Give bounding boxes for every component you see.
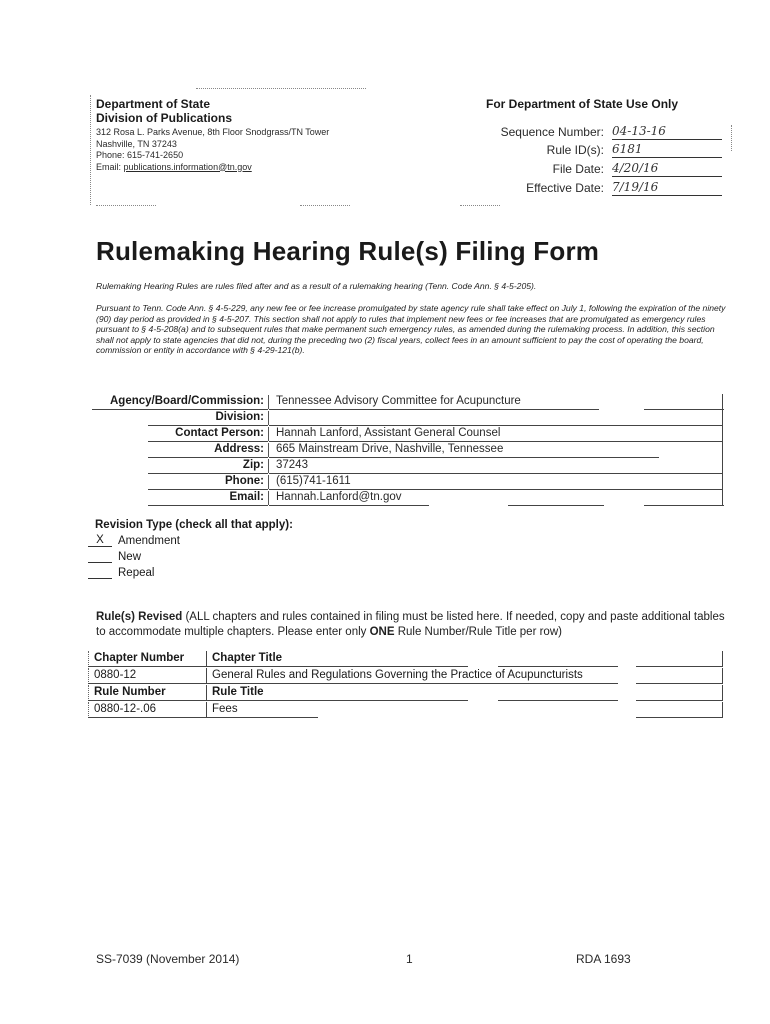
department-email-link[interactable]: publications.information@tn.gov bbox=[123, 161, 252, 172]
scan-line-bottom bbox=[96, 205, 156, 206]
department-email-row bbox=[96, 162, 329, 174]
table-right-border bbox=[722, 651, 723, 667]
chapter-number-header: Chapter Number bbox=[94, 652, 185, 664]
rule-header-row bbox=[88, 685, 724, 701]
new-label: New bbox=[118, 551, 142, 563]
rules-table bbox=[88, 651, 724, 719]
row-border bbox=[722, 474, 723, 490]
office-use-title: For Department of State Use Only bbox=[486, 97, 679, 111]
chapter-title-header: Chapter Title bbox=[212, 652, 283, 664]
rule-title-header: Rule Title bbox=[212, 686, 264, 698]
revision-option-new[interactable] bbox=[88, 550, 141, 564]
form-subtitle: Rulemaking Hearing Rules are rules filed after and as a result of a rulemaking hearing (Tenn. Code Ann. § 4-5-205). bbox=[96, 281, 537, 291]
file-date-row bbox=[440, 161, 730, 179]
page-number: 1 bbox=[406, 952, 413, 966]
table-left-border bbox=[88, 702, 89, 718]
address-line-2: Nashville, TN 37243 bbox=[96, 138, 177, 149]
row-underline bbox=[88, 700, 468, 701]
agency-value[interactable]: Tennessee Advisory Committee for Acupuncture bbox=[276, 395, 521, 407]
row-border bbox=[722, 394, 723, 410]
amendment-checkbox[interactable]: X bbox=[88, 534, 112, 547]
table-left-border bbox=[88, 685, 89, 701]
contact-person-row bbox=[88, 426, 724, 442]
repeal-checkbox[interactable] bbox=[88, 566, 112, 579]
row-underline bbox=[88, 683, 618, 684]
rule-id-label: Rule ID(s): bbox=[546, 143, 604, 157]
file-date-label: File Date: bbox=[552, 162, 604, 176]
chapter-data-row bbox=[88, 668, 724, 684]
email-value[interactable]: Hannah.Lanford@tn.gov bbox=[276, 491, 402, 503]
row-underline bbox=[498, 666, 618, 667]
new-checkbox[interactable] bbox=[88, 550, 112, 563]
row-underline bbox=[498, 700, 618, 701]
agency-contact-table bbox=[88, 394, 724, 506]
scan-line-top bbox=[196, 88, 366, 89]
revision-type-title: Revision Type (check all that apply): bbox=[95, 519, 293, 531]
column-divider bbox=[206, 668, 207, 684]
table-right-border bbox=[722, 702, 723, 718]
revision-option-repeal[interactable] bbox=[88, 566, 154, 580]
chapter-number-value[interactable]: 0880-12 bbox=[94, 669, 137, 681]
rules-intro-text-1: (ALL chapters and rules contained in filing must be listed here. If needed, copy and paste additional tables to accommodate multiple chapters. Please enter only bbox=[96, 611, 725, 638]
division-name: Division of Publications bbox=[96, 111, 233, 125]
row-underline bbox=[636, 700, 722, 701]
fee-notice-paragraph: Pursuant to Tenn. Code Ann. § 4-5-229, any new fee or fee increase promulgated by state agency rule shall take effect on July 1, following the expiration of the ninety (90) day period as provided in § 4-5-207. This section shall not apply to rules that implement new fees or fee increases that are promulgated as emergency rules pursuant to § 4-5-208(a) and to subsequent rules that make permanent such emergency rules, as amended during the rulemaking process. In addition, this section shall not apply to state agencies that did not, during the preceding two (2) fiscal years, collect fees in an amount sufficient to pay the cost of operating the board, commission or entity in accordance with § 4-29-121(b). bbox=[96, 303, 726, 356]
zip-value[interactable]: 37243 bbox=[276, 459, 308, 471]
row-border bbox=[722, 458, 723, 474]
row-underline bbox=[88, 666, 468, 667]
row-underline bbox=[644, 505, 724, 506]
table-right-border bbox=[722, 685, 723, 701]
row-separator bbox=[268, 459, 269, 473]
table-left-border bbox=[88, 668, 89, 684]
repeal-label: Repeal bbox=[118, 567, 155, 579]
row-separator bbox=[268, 475, 269, 489]
rules-intro-emphasis: ONE bbox=[369, 626, 395, 638]
phone-value[interactable]: (615)741-1611 bbox=[276, 475, 351, 487]
revision-option-amendment[interactable] bbox=[88, 534, 180, 548]
rule-number-value[interactable]: 0880-12-.06 bbox=[94, 703, 157, 715]
effective-date-label: Effective Date: bbox=[526, 181, 604, 195]
column-divider bbox=[206, 651, 207, 667]
division-label: Division: bbox=[215, 411, 264, 423]
contact-person-label: Contact Person: bbox=[175, 427, 264, 439]
row-underline bbox=[636, 717, 722, 718]
row-border bbox=[722, 410, 723, 426]
division-row bbox=[88, 410, 724, 426]
row-separator bbox=[268, 443, 269, 457]
row-underline bbox=[636, 683, 722, 684]
scan-line-bottom-2 bbox=[300, 205, 350, 206]
column-divider bbox=[206, 685, 207, 701]
effective-date-row bbox=[440, 180, 730, 198]
sequence-number-value: 04-13-16 bbox=[612, 124, 722, 140]
address-line-1: 312 Rosa L. Parks Avenue, 8th Floor Snodgrass/TN Tower bbox=[96, 127, 330, 137]
address-value[interactable]: 665 Mainstream Drive, Nashville, Tennessee bbox=[276, 443, 504, 455]
department-name: Department of State bbox=[96, 97, 211, 111]
rule-data-row bbox=[88, 702, 724, 718]
row-underline bbox=[148, 505, 268, 506]
email-prefix: Email: bbox=[96, 161, 124, 172]
contact-person-value[interactable]: Hannah Lanford, Assistant General Counsel bbox=[276, 427, 501, 439]
row-border bbox=[722, 490, 723, 506]
zip-row bbox=[88, 458, 724, 474]
row-underline bbox=[269, 505, 429, 506]
chapter-header-row bbox=[88, 651, 724, 667]
email-row bbox=[88, 490, 724, 506]
scan-line-bottom-3 bbox=[460, 205, 500, 206]
table-left-border bbox=[88, 651, 89, 667]
effective-date-value: 7/19/16 bbox=[612, 180, 722, 196]
scan-line-left bbox=[90, 95, 91, 205]
rules-intro-text-2: Rule Number/Rule Title per row) bbox=[394, 626, 562, 638]
row-separator bbox=[268, 491, 269, 505]
form-title: Rulemaking Hearing Rule(s) Filing Form bbox=[96, 236, 600, 266]
sequence-number-label: Sequence Number: bbox=[500, 125, 604, 139]
rule-id-row bbox=[440, 142, 730, 160]
form-id: SS-7039 (November 2014) bbox=[96, 952, 240, 966]
row-underline bbox=[636, 666, 722, 667]
agency-label: Agency/Board/Commission: bbox=[110, 395, 264, 407]
row-separator bbox=[268, 395, 269, 409]
department-address bbox=[96, 127, 329, 173]
rule-title-value[interactable]: Fees bbox=[212, 703, 238, 715]
rules-revised-heading: Rule(s) Revised bbox=[96, 611, 183, 623]
phone-row bbox=[88, 474, 724, 490]
chapter-title-value[interactable]: General Rules and Regulations Governing the Practice of Acupuncturists bbox=[212, 669, 583, 681]
rule-id-value: 6181 bbox=[612, 142, 722, 158]
column-divider bbox=[206, 702, 207, 718]
department-phone: Phone: 615-741-2650 bbox=[96, 150, 184, 160]
row-underline bbox=[508, 505, 604, 506]
rule-number-header: Rule Number bbox=[94, 686, 166, 698]
scan-line-right bbox=[731, 125, 732, 151]
table-right-border bbox=[722, 668, 723, 684]
department-block bbox=[96, 97, 232, 125]
row-border bbox=[722, 426, 723, 442]
rules-revised-intro bbox=[96, 610, 732, 640]
zip-label: Zip: bbox=[242, 459, 264, 471]
row-separator bbox=[268, 427, 269, 441]
row-underline bbox=[88, 717, 318, 718]
address-label: Address: bbox=[214, 443, 264, 455]
amendment-label: Amendment bbox=[118, 535, 181, 547]
row-border bbox=[722, 442, 723, 458]
row-separator bbox=[268, 411, 269, 425]
file-date-value: 4/20/16 bbox=[612, 161, 722, 177]
sequence-number-row bbox=[440, 124, 730, 142]
phone-label: Phone: bbox=[225, 475, 264, 487]
address-row bbox=[88, 442, 724, 458]
agency-row bbox=[88, 394, 724, 410]
email-label: Email: bbox=[229, 491, 264, 503]
rda-number: RDA 1693 bbox=[576, 952, 631, 966]
